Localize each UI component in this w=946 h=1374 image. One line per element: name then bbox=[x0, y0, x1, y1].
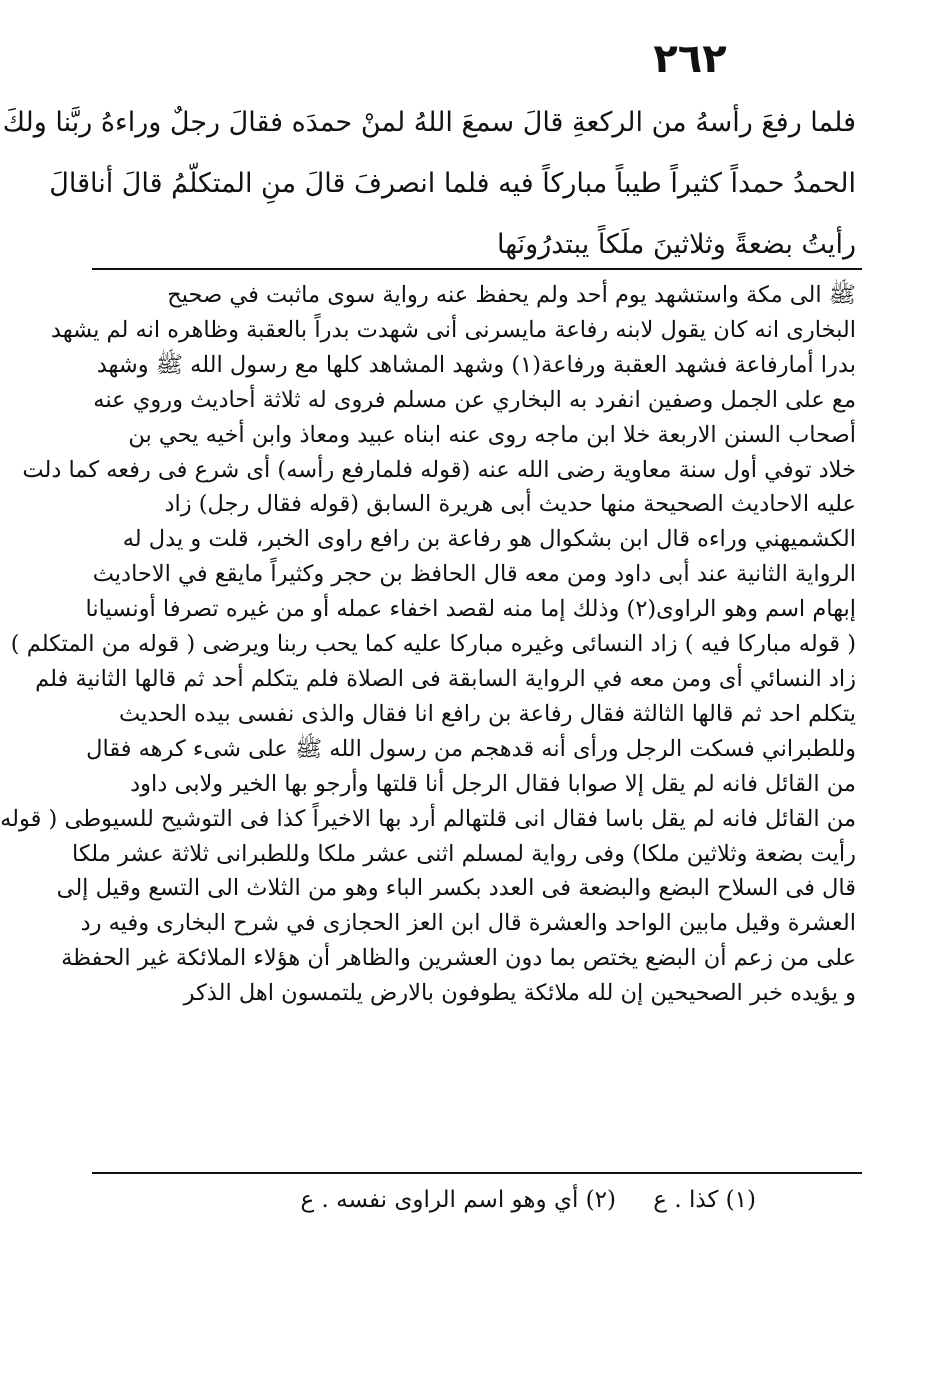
footnotes bbox=[96, 1182, 756, 1218]
main-text-line: الحمدُ حمداً كثيراً طيباً مباركاً فيه فلما انصرفَ قالَ منِ المتكلّمُ قالَ أناقالَ bbox=[49, 168, 856, 199]
commentary-line: ﷺ الى مكة واستشهد يوم أحد ولم يحفظ عنه رواية سوى ماثبت في صحيح bbox=[167, 282, 856, 308]
commentary-line: يتكلم احد ثم قالها الثالثة فقال رفاعة بن رافع انا فقال والذى نفسى بيده الحديث bbox=[119, 700, 856, 727]
main-text-line: فلما رفعَ رأسهُ من الركعةِ قالَ سمعَ اللهُ لمنْ حمدَه فقالَ رجلٌ وراءهُ ربَّنا ولكَ bbox=[2, 107, 856, 138]
commentary-line: زاد النسائي أى ومن معه في الرواية السابقة فى الصلاة فلم يتكلم أحد ثم قالها الثانية فلم bbox=[35, 665, 856, 692]
commentary-line: الكشميهني وراءه قال ابن بشكوال هو رفاعة بن رافع راوى الخبر، قلت و يدل له bbox=[122, 526, 856, 553]
commentary-line: بدرا أمارفاعة فشهد العقبة ورفاعة(١) وشهد المشاهد كلها مع رسول الله ﷺ وشهد bbox=[96, 351, 856, 378]
commentary-line: ( قوله مباركا فيه ) زاد النسائى وغيره مباركا عليه كما يحب ربنا ويرضى ( قوله من المتكلم ) bbox=[10, 631, 856, 658]
separator-rule bbox=[92, 268, 862, 270]
footnote-separator bbox=[92, 1172, 862, 1174]
footnote-2: (٢) أي وهو اسم الراوى نفسه . ع bbox=[300, 1187, 616, 1213]
commentary-line: و يؤيده خبر الصحيحين إن لله ملائكة يطوفون بالارض يلتمسون اهل الذكر bbox=[183, 980, 856, 1007]
main-text-line: رأيتُ بضعةً وثلاثينَ ملَكاً يبتدرُونَها bbox=[497, 229, 856, 260]
commentary-line: وللطبراني فسكت الرجل ورأى أنه قدهجم من رسول الله ﷺ على شىء كرهه فقال bbox=[86, 735, 856, 762]
commentary-line: خلاد توفي أول سنة معاوية رضى الله عنه (قوله فلمارفع رأسه) أى شرع فى رفعه كما دلت bbox=[22, 456, 856, 483]
commentary-line: قال فى السلاح البضع والبضعة فى العدد بكسر الباء وهو من الثلاث الى التسع وقيل إلى bbox=[56, 875, 856, 902]
main-text bbox=[2, 92, 856, 275]
commentary-line: من القائل فانه لم يقل باسا فقال انى قلتهالم أرد بها الاخيراً كذا فى التوشيح للسيوطى ( قوله bbox=[0, 805, 856, 832]
commentary-line: عليه الاحاديث الصحيحة منها حديث أبى هريرة السابق (قوله فقال رجل) زاد bbox=[164, 491, 856, 518]
commentary-text bbox=[0, 278, 856, 1011]
commentary-line: من القائل فانه لم يقل إلا صوابا فقال الرجل أنا قلتها وأرجو بها الخير ولابى داود bbox=[130, 770, 856, 797]
commentary-line: البخارى انه كان يقول لابنه رفاعة مايسرنى أنى شهدت بدراً بالعقبة وظاهره انه لم يشهد bbox=[50, 316, 856, 343]
commentary-line: رأيت بضعة وثلاثين ملكا) وفى رواية لمسلم اثنى عشر ملكا وللطبرانى ثلاثة عشر ملكا bbox=[71, 840, 856, 867]
commentary-line: العشرة وقيل مابين الواحد والعشرة قال ابن العز الحجازى في شرح البخارى وفيه رد bbox=[80, 910, 856, 937]
commentary-line: أصحاب السنن الاربعة خلا ابن ماجه روى عنه ابناه عبيد ومعاذ وابن أخيه يحي بن bbox=[128, 421, 856, 448]
commentary-line: على من زعم أن البضع يختص بما دون العشرين والظاهر أن هؤلاء الملائكة غير الحفظة bbox=[61, 945, 856, 972]
commentary-line: مع على الجمل وصفين انفرد به البخاري عن مسلم فروى له ثلاثة أحاديث وروي عنه bbox=[93, 386, 856, 413]
commentary-line: الرواية الثانية عند أبى داود ومن معه قال الحافظ بن حجر وكثيراً مايقع في الاحاديث bbox=[92, 561, 856, 588]
page-number: ٢٦٢ bbox=[653, 36, 727, 82]
commentary-line: إبهام اسم وهو الراوى(٢) وذلك إما منه لقصد اخفاء عمله أو من غيره تصرفا أونسيانا bbox=[85, 596, 856, 623]
footnote-1: (١) كذا . ع bbox=[653, 1187, 756, 1213]
